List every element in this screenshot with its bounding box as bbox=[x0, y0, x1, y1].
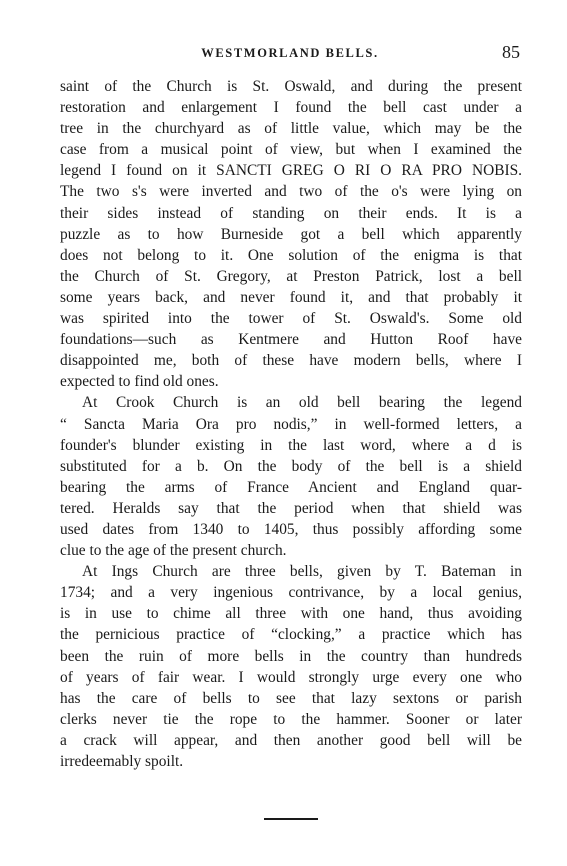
text-line: At Crook Church is an old bell bearing the legend bbox=[82, 394, 522, 412]
body-text bbox=[60, 76, 522, 772]
text-line: was spirited into the tower of St. Oswald's. Some old bbox=[60, 310, 522, 328]
text-line: the Church of St. Gregory, at Preston Patrick, lost a bell bbox=[60, 267, 522, 285]
running-head bbox=[60, 44, 520, 68]
text-line: a crack will appear, and then another good bell will be bbox=[60, 731, 522, 749]
text-line: substituted for a b. On the body of the bell is a shield bbox=[60, 457, 522, 475]
text-line: of years of fair wear. I would strongly urge every one who bbox=[60, 668, 522, 686]
running-title: WESTMORLAND BELLS. bbox=[201, 46, 379, 60]
end-rule bbox=[264, 818, 318, 820]
text-line: restoration and enlargement I found the bell cast under a bbox=[60, 99, 522, 117]
text-line: does not belong to it. One solution of the enigma is that bbox=[60, 246, 522, 264]
text-line: irredeemably spoilt. bbox=[60, 753, 184, 770]
text-line: clue to the age of the present church. bbox=[60, 542, 287, 560]
text-line: is in use to chime all three with one hand, thus avoiding bbox=[60, 605, 522, 623]
text-line: clerks never tie the rope to the hammer. Sooner or later bbox=[60, 710, 522, 728]
text-line: been the ruin of more bells in the country than hundreds bbox=[60, 647, 522, 665]
text-line: their sides instead of standing on their ends. It is a bbox=[60, 204, 522, 222]
text-line: 1734; and a very ingenious contrivance, by a local genius, bbox=[60, 584, 522, 602]
text-line: bearing the arms of France Ancient and England quar- bbox=[60, 478, 522, 496]
text-line: saint of the Church is St. Oswald, and during the present bbox=[60, 78, 522, 95]
text-line: founder's blunder existing in the last word, where a d is bbox=[60, 436, 522, 454]
text-line: The two s's were inverted and two of the o's were lying on bbox=[60, 183, 522, 201]
text-line: the pernicious practice of “clocking,” a practice which has bbox=[60, 626, 522, 644]
text-line: “ Sancta Maria Ora pro nodis,” in well-formed letters, a bbox=[60, 415, 522, 433]
text-line: disappointed me, both of these have modern bells, where I bbox=[60, 352, 522, 370]
text-line: case from a musical point of view, but when I examined the bbox=[60, 141, 522, 159]
text-line: has the care of bells to see that lazy sextons or parish bbox=[60, 689, 522, 707]
text-line: tree in the churchyard as of little value, which may be the bbox=[60, 120, 522, 138]
page-number: 85 bbox=[502, 42, 520, 62]
text-line: used dates from 1340 to 1405, thus possibly affording some bbox=[60, 520, 522, 538]
text-line: legend I found on it SANCTI GREG O RI O RA PRO NOBIS. bbox=[60, 162, 522, 180]
text-line: tered. Heralds say that the period when that shield was bbox=[60, 499, 522, 517]
text-line: At Ings Church are three bells, given by T. Bateman in bbox=[82, 563, 522, 581]
text-line: puzzle as to how Burneside got a bell which apparently bbox=[60, 225, 522, 243]
text-line: foundations—such as Kentmere and Hutton Roof have bbox=[60, 331, 522, 349]
text-line: some years back, and never found it, and that probably it bbox=[60, 288, 522, 306]
text-line: expected to find old ones. bbox=[60, 373, 219, 391]
